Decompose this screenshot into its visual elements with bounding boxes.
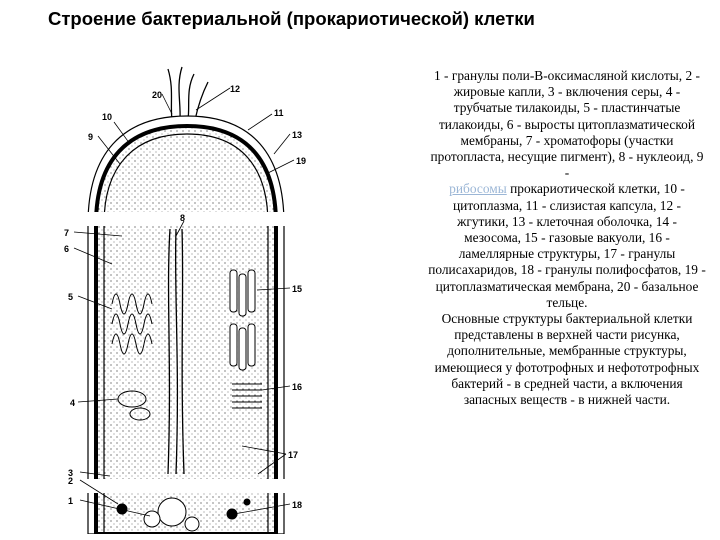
page-title: Строение бактериальной (прокариотической) клетки bbox=[48, 8, 535, 29]
flagella bbox=[168, 67, 208, 120]
diagram-label-18: 18 bbox=[292, 500, 303, 510]
diagram-label-2: 2 bbox=[68, 476, 74, 486]
diagram-label-1: 1 bbox=[68, 496, 74, 506]
diagram-label-4: 4 bbox=[70, 398, 76, 408]
diagram-label-8: 8 bbox=[180, 213, 186, 223]
bacterial-cell-diagram bbox=[62, 64, 322, 534]
diagram-label-6: 6 bbox=[64, 244, 70, 254]
caption-part1: 1 - гранулы поли-В-оксимасляной кислоты, 2 - жировые капли, 3 - включения серы, 4 - трубчатые тилакоиды, 5 - пластинчатые тилакоиды, 6 - выросты цитоплазматической мембраны, 7 - хроматофоры (участки протопласта, несущие пигмент), 8 - нуклеоид, 9 - bbox=[430, 68, 704, 181]
caption-legend bbox=[428, 68, 706, 311]
diagram-label-10: 10 bbox=[102, 112, 113, 122]
diagram-label-15: 15 bbox=[292, 284, 303, 294]
diagram-label-20: 20 bbox=[152, 90, 163, 100]
diagram-label-5: 5 bbox=[68, 292, 74, 302]
diagram-label-19: 19 bbox=[296, 156, 307, 166]
diagram-label-3: 3 bbox=[68, 468, 74, 478]
diagram-label-9: 9 bbox=[88, 132, 94, 142]
diagram-label-11: 11 bbox=[274, 108, 284, 118]
diagram-label-7: 7 bbox=[64, 228, 70, 238]
caption-part2: прокариотической клетки, 10 - цитоплазма, 11 - слизистая капсула, 12 - жгутики, 13 - клеточная оболочка, 14 - мезосома, 15 - газовые вакуоли, 16 - ламеллярные структуры, 17 - гранулы полисахаридов, 18 - гранулы полифосфатов, 19 - цитоплазматическая мембрана, 20 - базальное тельце. bbox=[428, 181, 706, 310]
diagram-label-12: 12 bbox=[230, 84, 241, 94]
caption-text bbox=[428, 68, 706, 408]
caption-summary: Основные структуры бактериальной клетки представлены в верхней части рисунка, дополнительные, мембранные структуры, имеющиеся у фототрофных и нефототрофных бактерий - в средней части, а включения запасных веществ - в нижней части. bbox=[434, 311, 700, 408]
diagram-label-13: 13 bbox=[292, 130, 303, 140]
diagram-label-16: 16 bbox=[292, 382, 303, 392]
diagram-label-17: 17 bbox=[288, 450, 299, 460]
ribosomes-link[interactable]: рибосомы bbox=[449, 181, 507, 197]
